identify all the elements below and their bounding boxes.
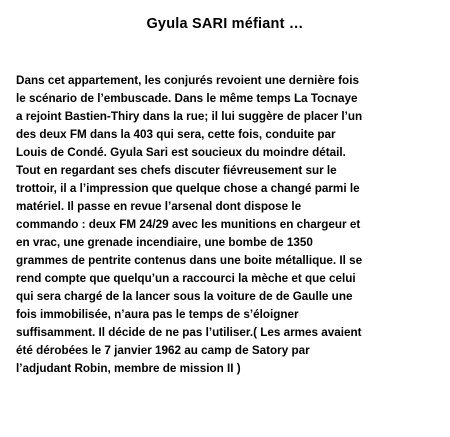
document-paragraph <box>16 72 436 378</box>
paragraph-line: a rejoint Bastien-Thiry dans la rue; il lui suggère de placer l’un <box>16 110 363 123</box>
paragraph-line: rend compte que quelqu’un a raccourci la mèche et que celui <box>16 272 356 285</box>
paragraph-line: le scénario de l’embuscade. Dans le même temps La Tocnaye <box>16 92 358 105</box>
paragraph-line: l’adjudant Robin, membre de mission II ) <box>16 362 241 375</box>
paragraph-line: Louis de Condé. Gyula Sari est soucieux du moindre détail. <box>16 146 346 159</box>
paragraph-line: suffisamment. Il décide de ne pas l’utiliser.( Les armes avaient <box>16 326 362 339</box>
paragraph-line: été dérobées le 7 janvier 1962 au camp de Satory par <box>16 344 310 357</box>
paragraph-line: des deux FM dans la 403 qui sera, cette fois, conduite par <box>16 128 336 141</box>
paragraph-line: trottoir, il a l’impression que quelque chose a changé parmi le <box>16 182 360 195</box>
paragraph-line: matériel. Il passe en revue l’arsenal dont dispose le <box>16 200 302 213</box>
paragraph-line: grammes de pentrite contenus dans une boite métallique. Il se <box>16 254 363 267</box>
paragraph-line: commando : deux FM 24/29 avec les munitions en chargeur et <box>16 218 361 231</box>
document-title: Gyula SARI méfiant … <box>146 16 304 32</box>
paragraph-line: Dans cet appartement, les conjurés revoient une dernière fois <box>16 74 359 87</box>
paragraph-line: Tout en regardant ses chefs discuter fiévreusement sur le <box>16 164 337 177</box>
paragraph-line: fois immobilisée, n’aura pas le temps de s’éloigner <box>16 308 299 321</box>
paragraph-line: en vrac, une grenade incendiaire, une bombe de 1350 <box>16 236 313 249</box>
paragraph-line: qui sera chargé de la lancer sous la voiture de de Gaulle une <box>16 290 353 303</box>
